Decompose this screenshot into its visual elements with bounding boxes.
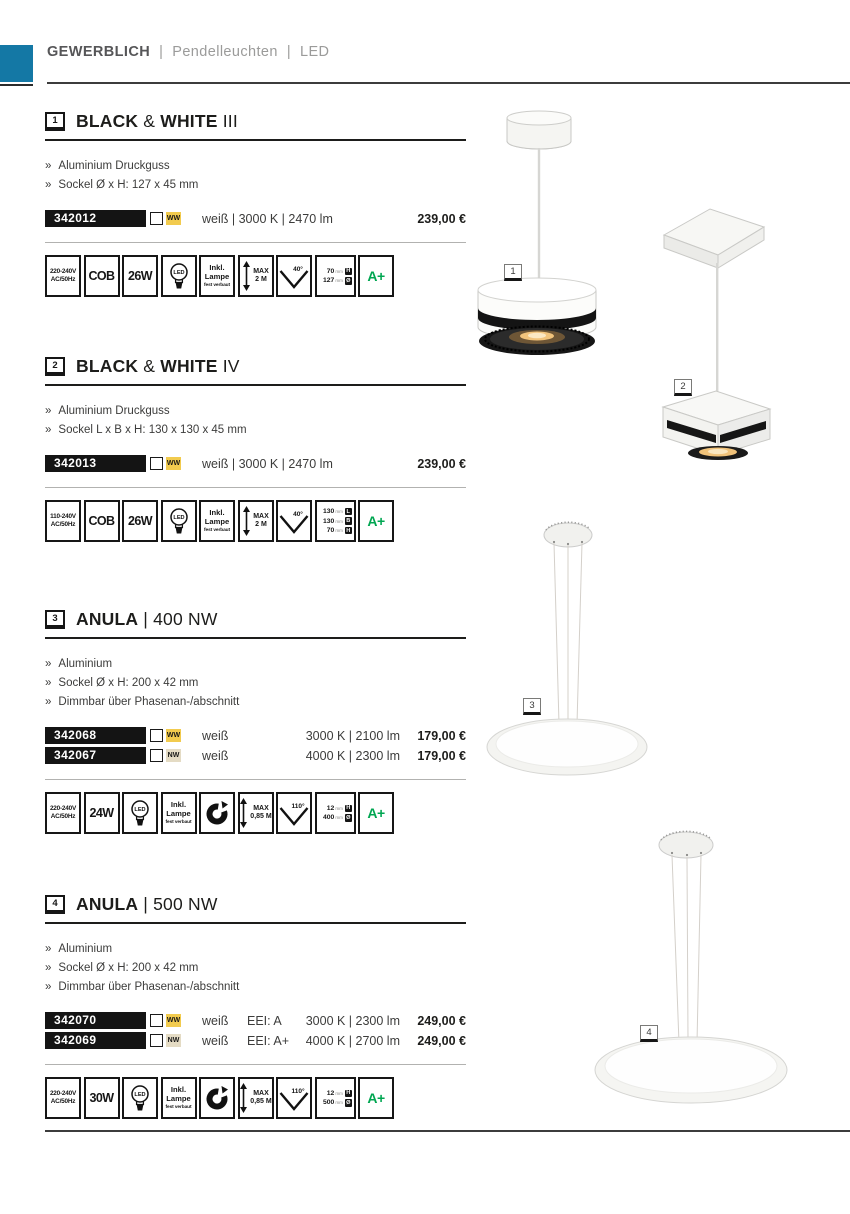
product-row bbox=[45, 209, 466, 228]
title-part: & bbox=[138, 110, 161, 131]
spec-bullet: » Sockel Ø x H: 200 x 42 mm bbox=[45, 677, 199, 689]
divider-rule bbox=[45, 487, 466, 488]
product-rows bbox=[45, 1011, 466, 1050]
spec-bullet: » Aluminium Druckguss bbox=[45, 405, 170, 417]
title-part: & bbox=[138, 355, 161, 376]
section-number-box: 4 bbox=[45, 895, 65, 914]
product-rows bbox=[45, 454, 466, 473]
bullet-marker: » bbox=[45, 962, 52, 974]
dimmer-icon bbox=[199, 792, 235, 834]
max-suspension-icon: MAX 0,85 M bbox=[238, 792, 274, 834]
title-part: | 400 NW bbox=[138, 608, 218, 629]
black-white-iv-pendant-photo bbox=[640, 195, 790, 470]
color-temperature-badge: WW bbox=[166, 212, 181, 225]
dimensions-icon: 70 mm H 127 mm Ø bbox=[315, 255, 356, 297]
spec-bullet: » Dimmbar über Phasenan-/abschnitt bbox=[45, 981, 240, 993]
breadcrumb-tech: LED bbox=[300, 44, 330, 60]
dimmer-icon bbox=[199, 1077, 235, 1119]
title-part: III bbox=[217, 110, 238, 131]
title-rule bbox=[45, 637, 466, 639]
bullet-marker: » bbox=[45, 405, 52, 417]
spec-bullet: » Aluminium bbox=[45, 943, 113, 955]
product-color-name: weiß | 3000 K | 2470 lm bbox=[202, 211, 333, 226]
title-part: BLACK bbox=[76, 110, 139, 131]
brand-underline bbox=[0, 84, 33, 86]
bullet-marker: » bbox=[45, 658, 52, 670]
lamp-included-icon: Inkl. Lampe fest verbaut bbox=[161, 792, 197, 834]
color-temperature-badge: WW bbox=[166, 1014, 181, 1027]
svg-text:LED: LED bbox=[134, 807, 146, 813]
svg-text:40°: 40° bbox=[293, 266, 303, 273]
product-color-name: weiß bbox=[202, 1033, 229, 1048]
breadcrumb-family: Pendelleuchten bbox=[172, 44, 278, 60]
product-color-name: weiß bbox=[202, 748, 229, 763]
led-lamp-icon bbox=[122, 1077, 158, 1119]
price: 249,00 € bbox=[417, 1013, 466, 1028]
voltage-icon: 220-240V AC/50Hz bbox=[45, 1077, 81, 1119]
product-row bbox=[45, 1031, 466, 1050]
product-row bbox=[45, 1011, 466, 1030]
max-suspension-icon: MAX 0,85 M bbox=[238, 1077, 274, 1119]
breadcrumb-separator: | bbox=[159, 44, 164, 60]
cob-led-icon: COB bbox=[84, 500, 120, 542]
light-specs: 3000 K | 2300 lm bbox=[305, 1013, 400, 1028]
voltage-icon: 220-240V AC/50Hz bbox=[45, 792, 81, 834]
bullet-marker: » bbox=[45, 696, 52, 708]
anula-500-pendant-photo bbox=[590, 815, 795, 1115]
max-suspension-icon: MAX 2 M bbox=[238, 255, 274, 297]
section-title bbox=[76, 111, 238, 132]
svg-text:LED: LED bbox=[172, 515, 185, 521]
product-color-name: weiß | 3000 K | 2470 lm bbox=[202, 456, 333, 471]
spec-bullet: » Sockel Ø x H: 127 x 45 mm bbox=[45, 179, 199, 191]
housing-color-swatch bbox=[150, 212, 163, 225]
color-temperature-badge: WW bbox=[166, 457, 181, 470]
led-lamp-icon bbox=[161, 255, 197, 297]
spec-icon-row bbox=[45, 1077, 466, 1119]
beam-angle-icon bbox=[276, 500, 312, 542]
price: 239,00 € bbox=[417, 211, 466, 226]
price: 179,00 € bbox=[417, 728, 466, 743]
article-number-badge: 342013 bbox=[45, 455, 146, 472]
spec-icon-row bbox=[45, 500, 466, 542]
spec-bullet: » Sockel L x B x H: 130 x 130 x 45 mm bbox=[45, 424, 247, 436]
spec-bullets bbox=[45, 157, 466, 195]
product-row bbox=[45, 746, 466, 765]
section-title bbox=[76, 356, 240, 377]
led-lamp-icon bbox=[122, 792, 158, 834]
section-number-box: 3 bbox=[45, 610, 65, 629]
title-rule bbox=[45, 139, 466, 141]
section-anula-400 bbox=[45, 608, 466, 834]
bullet-marker: » bbox=[45, 179, 52, 191]
image-number-label: 4 bbox=[640, 1025, 658, 1042]
divider-rule bbox=[45, 1064, 466, 1065]
article-number-badge: 342070 bbox=[45, 1012, 146, 1029]
energy-class-icon: A+ bbox=[358, 500, 394, 542]
section-header bbox=[45, 608, 466, 630]
color-temperature-badge: NW bbox=[166, 749, 181, 762]
title-part: ANULA bbox=[76, 608, 139, 629]
lamp-included-icon: Inkl. Lampe fest verbaut bbox=[199, 500, 235, 542]
bullet-marker: » bbox=[45, 677, 52, 689]
breadcrumb bbox=[47, 44, 329, 60]
divider-rule bbox=[45, 779, 466, 780]
bullet-marker: » bbox=[45, 981, 52, 993]
section-title bbox=[76, 894, 218, 915]
product-row bbox=[45, 726, 466, 745]
spec-bullet: » Sockel Ø x H: 200 x 42 mm bbox=[45, 962, 199, 974]
image-number-label: 3 bbox=[523, 698, 541, 715]
spec-bullet: » Dimmbar über Phasenan-/abschnitt bbox=[45, 696, 240, 708]
spec-icon-row bbox=[45, 255, 466, 297]
page-bottom-rule bbox=[45, 1130, 850, 1132]
price: 249,00 € bbox=[417, 1033, 466, 1048]
black-white-iii-pendant-photo bbox=[470, 105, 610, 370]
energy-class-icon: A+ bbox=[358, 792, 394, 834]
divider-rule bbox=[45, 242, 466, 243]
housing-color-swatch bbox=[150, 457, 163, 470]
breadcrumb-category: GEWERBLICH bbox=[47, 44, 151, 60]
wattage-icon: 30W bbox=[84, 1077, 120, 1119]
spec-icon-row bbox=[45, 792, 466, 834]
header-rule bbox=[47, 82, 850, 84]
wattage-icon: 24W bbox=[84, 792, 120, 834]
spec-bullets bbox=[45, 655, 466, 712]
price: 179,00 € bbox=[417, 748, 466, 763]
light-specs: 3000 K | 2100 lm bbox=[305, 728, 400, 743]
beam-angle-icon bbox=[276, 1077, 312, 1119]
led-lamp-icon bbox=[161, 500, 197, 542]
title-part: WHITE bbox=[160, 355, 218, 376]
energy-class-icon: A+ bbox=[358, 1077, 394, 1119]
cob-led-icon: COB bbox=[84, 255, 120, 297]
breadcrumb-separator: | bbox=[286, 44, 292, 60]
energy-class-icon: A+ bbox=[358, 255, 394, 297]
section-anula-500 bbox=[45, 893, 466, 1119]
section-title bbox=[76, 609, 218, 630]
article-number-badge: 342067 bbox=[45, 747, 146, 764]
housing-color-swatch bbox=[150, 1034, 163, 1047]
section-number-box: 1 bbox=[45, 112, 65, 131]
spec-bullets bbox=[45, 402, 466, 440]
section-header bbox=[45, 355, 466, 377]
housing-color-swatch bbox=[150, 1014, 163, 1027]
article-number-badge: 342068 bbox=[45, 727, 146, 744]
title-rule bbox=[45, 384, 466, 386]
lamp-included-icon: Inkl. Lampe fest verbaut bbox=[199, 255, 235, 297]
beam-angle-icon bbox=[276, 255, 312, 297]
article-number-badge: 342012 bbox=[45, 210, 146, 227]
voltage-icon: 220-240V AC/50Hz bbox=[45, 255, 81, 297]
product-rows bbox=[45, 726, 466, 765]
wattage-icon: 26W bbox=[122, 255, 158, 297]
section-header bbox=[45, 110, 466, 132]
light-specs: 4000 K | 2300 lm bbox=[305, 748, 400, 763]
svg-text:40°: 40° bbox=[293, 511, 303, 518]
spec-bullets bbox=[45, 940, 466, 997]
product-row bbox=[45, 454, 466, 473]
spec-bullet: » Aluminium bbox=[45, 658, 113, 670]
beam-angle-icon bbox=[276, 792, 312, 834]
product-rows bbox=[45, 209, 466, 228]
section-black-white-iii bbox=[45, 110, 466, 297]
svg-text:LED: LED bbox=[134, 1092, 146, 1098]
color-temperature-badge: WW bbox=[166, 729, 181, 742]
brand-color-square bbox=[0, 45, 33, 82]
title-part: | 500 NW bbox=[138, 893, 218, 914]
bullet-marker: » bbox=[45, 160, 52, 172]
title-part: ANULA bbox=[76, 893, 139, 914]
svg-text:LED: LED bbox=[172, 270, 185, 276]
dimensions-icon: 12 mm H 400 mm Ø bbox=[315, 792, 356, 834]
product-color-name: weiß bbox=[202, 728, 229, 743]
anula-400-pendant-photo bbox=[480, 505, 655, 795]
energy-efficiency-index: EEI: A bbox=[247, 1013, 282, 1028]
section-header bbox=[45, 893, 466, 915]
dimensions-icon: 12 mm H 500 mm Ø bbox=[315, 1077, 356, 1119]
section-black-white-iv bbox=[45, 355, 466, 542]
color-temperature-badge: NW bbox=[166, 1034, 181, 1047]
section-number-box: 2 bbox=[45, 357, 65, 376]
voltage-icon: 110-240V AC/50Hz bbox=[45, 500, 81, 542]
title-rule bbox=[45, 922, 466, 924]
energy-efficiency-index: EEI: A+ bbox=[247, 1033, 290, 1048]
dimensions-icon: 130 mm L 130 mm B 70 mm H bbox=[315, 500, 356, 542]
article-number-badge: 342069 bbox=[45, 1032, 146, 1049]
wattage-icon: 26W bbox=[122, 500, 158, 542]
title-part: BLACK bbox=[76, 355, 139, 376]
title-part: WHITE bbox=[160, 110, 218, 131]
bullet-marker: » bbox=[45, 424, 52, 436]
light-specs: 4000 K | 2700 lm bbox=[305, 1033, 400, 1048]
max-suspension-icon: MAX 2 M bbox=[238, 500, 274, 542]
housing-color-swatch bbox=[150, 729, 163, 742]
svg-text:110°: 110° bbox=[291, 1088, 305, 1095]
bullet-marker: » bbox=[45, 943, 52, 955]
housing-color-swatch bbox=[150, 749, 163, 762]
product-color-name: weiß bbox=[202, 1013, 229, 1028]
svg-text:110°: 110° bbox=[291, 803, 305, 810]
image-number-label: 2 bbox=[674, 379, 692, 396]
title-part: IV bbox=[217, 355, 240, 376]
lamp-included-icon: Inkl. Lampe fest verbaut bbox=[161, 1077, 197, 1119]
image-number-label: 1 bbox=[504, 264, 522, 281]
price: 239,00 € bbox=[417, 456, 466, 471]
spec-bullet: » Aluminium Druckguss bbox=[45, 160, 170, 172]
